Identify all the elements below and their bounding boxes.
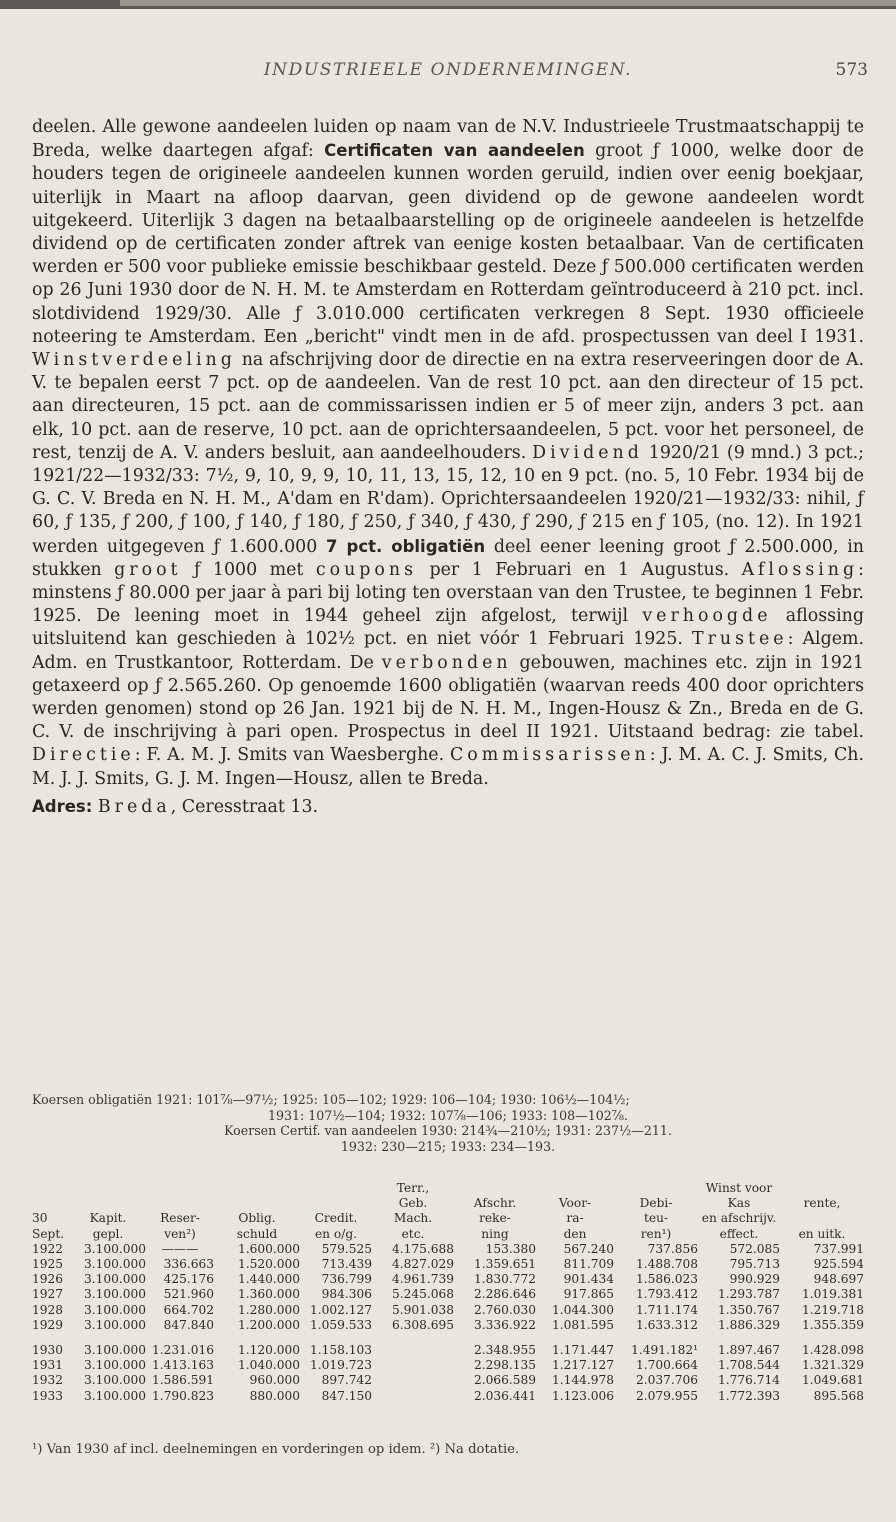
table-cell: 3.100.000 bbox=[83, 1257, 146, 1272]
table-header-cell: en afschrijv. bbox=[701, 1211, 777, 1226]
table-row bbox=[32, 1318, 864, 1333]
table-header-cell bbox=[70, 1196, 146, 1211]
table-header-cell: en o/g. bbox=[314, 1226, 358, 1241]
table-cell: ——— bbox=[161, 1241, 199, 1256]
table-header-cell: Credit. bbox=[314, 1211, 358, 1226]
table-cell: 1.293.787 bbox=[717, 1287, 780, 1302]
table-cell: 2.348.955 bbox=[473, 1343, 536, 1358]
main-paragraph: deelen. Alle gewone aandeelen luiden op naam van de N.V. Industrieele Trustmaatschappij te Breda, welke daartegen afgaf: Certificaten van aandeelen groot ƒ 1000, welke door de houders tegen de origineele aandeelen kunnen worden geruild, indien over eenig boekjaar, uiterlijk in Maart na afloop daarvan, geen dividend op de gewone aandeelen wordt uitgekeerd. Uiterlijk 3 dagen na betaalbaarstelling op de origineele aandeelen is hetzelfde dividend op de certificaten zonder aftrek van eenige kosten betaalbaar. Van de certificaten werden er 500 voor publieke emissie beschikbaar gesteld. Deze ƒ 500.000 certificaten werden op 26 Juni 1930 door de N. H. M. te Amsterdam en Rotterdam geïntroduceerd à 210 pct. incl. slotdividend 1929/30. Alle ƒ 3.010.000 certificaten verkregen 8 Sept. 1930 officieele noteering te Amsterdam. Een „bericht" vindt men in de afd. prospectussen van deel I 1931. Winstverdeeling na afschrijving door de directie en na extra reserveeringen door de A. V. te bepalen eerst 7 pct. op de aandeelen. Van de rest 10 pct. aan den directeur of 15 pct. aan directeuren, 15 pct. aan de commissarissen indien er 5 of meer zijn, anders 3 pct. aan elk, 10 pct. aan de reserve, 10 pct. aan de oprichtersaandeelen, 5 pct. voor het personeel, de rest, tenzij de A. V. anders besluit, aan aandeelhouders. Dividend 1920/21 (9 mnd.) 3 pct.; 1921/22—1932/33: 7½, 9, 10, 9, 9, 10, 11, 13, 15, 12, 10 en 9 pct. (no. 5, 10 Febr. 1934 bij de G. C. V. Breda en N. H. M., A'dam en R'dam). Oprichtersaandeelen 1920/21—1932/33: nihil, ƒ 60, ƒ 135, ƒ 200, ƒ 100, ƒ 140, ƒ 180, ƒ 250, ƒ 340, ƒ 430, ƒ 290, ƒ 215 en ƒ 105, (no. 12). In 1921 werden uitgegeven ƒ 1.600.000 7 pct. obligatiën deel eener leening groot ƒ 2.500.000, in stukken groot ƒ 1000 met coupons per 1 Februari en 1 Augustus. Aflossing: minstens ƒ 80.000 per jaar à pari bij loting ten overstaan van den Trustee, te beginnen 1 Febr. 1925. De leening moet in 1944 geheel zijn afgelost, terwijl verhoogde aflossing uitsluitend kan geschieden à 102½ pct. en niet vóór 1 Februari 1925. Trustee: Algem. Adm. en Trustkantoor, Rotterdam. De verbonden gebouwen, machines etc. zijn in 1921 getaxeerd op ƒ 2.565.260. Op genoemde 1600 obligatiën (waarvan reeds 400 door oprichters werden genomen) stond op 26 Jan. 1921 bij de N. H. M., Ingen-Housz & Zn., Breda en de G. C. V. de inschrijving à pari open. Prospectus in deel II 1921. Uitstaand bedrag: zie tabel. Directie: F. A. M. J. Smits van Waesberghe. Commissarissen: J. M. A. C. J. Smits, Ch. M. J. J. Smits, G. J. M. Ingen—Housz, allen te Breda. bbox=[32, 117, 865, 789]
price-quotes bbox=[32, 1092, 864, 1154]
table-cell: 811.709 bbox=[563, 1257, 614, 1272]
table-row bbox=[32, 1373, 864, 1388]
table-row-year: 1930 bbox=[32, 1343, 64, 1358]
table-cell: 6.308.695 bbox=[391, 1317, 454, 1332]
table-row bbox=[32, 1257, 864, 1272]
quotes-certificates-line2: 1932: 230—215; 1933: 234—193. bbox=[340, 1138, 556, 1154]
term-verhoogde: verhoogde bbox=[642, 606, 772, 627]
table-cell: 3.100.000 bbox=[83, 1358, 146, 1373]
table-header-row bbox=[32, 1227, 864, 1242]
table-cell: 2.298.135 bbox=[473, 1358, 536, 1373]
term-verbonden: verbonden bbox=[381, 652, 512, 673]
table-cell: 1.488.708 bbox=[635, 1257, 698, 1272]
table-header-cell bbox=[146, 1181, 214, 1196]
table-header-cell: den bbox=[563, 1226, 587, 1241]
table-cell: 925.594 bbox=[813, 1257, 864, 1272]
table-cell: 1.886.329 bbox=[717, 1317, 780, 1332]
table-header-cell: Kapit. bbox=[89, 1211, 127, 1226]
table-cell bbox=[372, 1389, 454, 1404]
table-cell: 1.355.359 bbox=[801, 1317, 864, 1332]
table-cell: 1.144.978 bbox=[551, 1373, 614, 1388]
table-cell: 1.586.023 bbox=[635, 1272, 698, 1287]
table-row bbox=[32, 1358, 864, 1373]
table-header-cell: Voor- bbox=[558, 1196, 592, 1211]
table-row-year: 1931 bbox=[32, 1358, 64, 1373]
table-row-year: 1928 bbox=[32, 1302, 64, 1317]
table-cell: 3.100.000 bbox=[83, 1287, 146, 1302]
table-header-cell: reke- bbox=[479, 1211, 511, 1226]
table-cell: 567.240 bbox=[563, 1241, 614, 1256]
table-header-row bbox=[32, 1196, 864, 1211]
table-cell: 1.711.174 bbox=[635, 1302, 698, 1317]
quotes-obligations-line2: 1931: 107½—104; 1932: 107⅞—106; 1933: 108—102⅞. bbox=[267, 1107, 628, 1123]
table-cell: 1.158.103 bbox=[309, 1343, 372, 1358]
table-cell: 1.123.006 bbox=[551, 1388, 614, 1403]
table-header-cell bbox=[300, 1196, 372, 1211]
table-header-cell: rente, bbox=[803, 1196, 841, 1211]
table-cell: 1.350.767 bbox=[717, 1302, 780, 1317]
table-header-cell: Afschr. bbox=[473, 1196, 517, 1211]
table-header-cell: teu- bbox=[643, 1211, 669, 1226]
table-cell: 3.100.000 bbox=[83, 1343, 146, 1358]
table-row bbox=[32, 1287, 864, 1302]
table-header-cell: ra- bbox=[566, 1211, 584, 1226]
table-header-cell: gepl. bbox=[92, 1226, 124, 1241]
term-dividend: Dividend bbox=[532, 442, 643, 463]
table-cell: 2.037.706 bbox=[635, 1373, 698, 1388]
table-cell: 1.049.681 bbox=[801, 1373, 864, 1388]
term-winstverdeeling: Winstverdeeling bbox=[32, 350, 236, 371]
table-cell: 2.286.646 bbox=[473, 1287, 536, 1302]
table-cell: 664.702 bbox=[163, 1302, 214, 1317]
table-cell: 1.793.412 bbox=[635, 1287, 698, 1302]
table-header-cell: Sept. bbox=[32, 1226, 65, 1241]
table-cell: 1.586.591 bbox=[151, 1373, 214, 1388]
table-row bbox=[32, 1343, 864, 1358]
table-cell: 2.079.955 bbox=[635, 1388, 698, 1403]
table-header-cell: Kas bbox=[727, 1196, 751, 1211]
table-cell: 1.019.381 bbox=[801, 1287, 864, 1302]
table-cell: 1.600.000 bbox=[237, 1241, 300, 1256]
table-cell: 737.856 bbox=[647, 1241, 698, 1256]
table-cell: 1.413.163 bbox=[151, 1358, 214, 1373]
table-cell bbox=[372, 1373, 454, 1388]
table-cell: 4.175.688 bbox=[391, 1241, 454, 1256]
table-cell: 960.000 bbox=[249, 1373, 300, 1388]
table-cell: 4.827.029 bbox=[391, 1257, 454, 1272]
table-cell: 736.799 bbox=[321, 1272, 372, 1287]
table-header-cell bbox=[536, 1181, 614, 1196]
table-cell: 4.961.739 bbox=[391, 1272, 454, 1287]
table-cell: 847.840 bbox=[163, 1317, 214, 1332]
table-header-cell: schuld bbox=[236, 1226, 278, 1241]
table-cell: 2.066.589 bbox=[473, 1373, 536, 1388]
table-cell: 2.036.441 bbox=[473, 1388, 536, 1403]
term-coupons: coupons bbox=[315, 559, 418, 580]
table-cell: 5.245.068 bbox=[391, 1287, 454, 1302]
term-aflossing: Aflossing bbox=[741, 559, 859, 580]
table-cell: 3.100.000 bbox=[83, 1317, 146, 1332]
table-row-year: 1925 bbox=[32, 1257, 64, 1272]
table-cell: 1.019.723 bbox=[309, 1358, 372, 1373]
table-header bbox=[32, 1181, 864, 1242]
table-header-cell bbox=[454, 1181, 536, 1196]
table-header-cell: ning bbox=[481, 1226, 509, 1241]
term-groot: groot bbox=[114, 559, 182, 580]
table-row bbox=[32, 1272, 864, 1287]
table-cell: 1.790.823 bbox=[151, 1388, 214, 1403]
table-header-cell: etc. bbox=[401, 1226, 425, 1241]
table-cell: 990.929 bbox=[729, 1272, 780, 1287]
table-header-cell: Mach. bbox=[393, 1211, 433, 1226]
table-header-cell bbox=[32, 1181, 70, 1196]
table-cell: 572.085 bbox=[729, 1241, 780, 1256]
quotes-obligations-line1: Koersen obligatiën 1921: 101⅞—97½; 1925: 105—102; 1929: 106—104; 1930: 106½—104½; bbox=[32, 1092, 630, 1107]
table-cell: 795.713 bbox=[729, 1257, 780, 1272]
table-header-cell bbox=[214, 1181, 300, 1196]
page-number: 573 bbox=[835, 60, 868, 80]
table-cell bbox=[372, 1358, 454, 1373]
table-header-cell bbox=[214, 1196, 300, 1211]
table-cell: 1.440.000 bbox=[237, 1272, 300, 1287]
term-commissarissen: Commissarissen bbox=[449, 745, 650, 766]
table-cell: 1.044.300 bbox=[551, 1302, 614, 1317]
table-cell: 984.306 bbox=[321, 1287, 372, 1302]
table-cell: 3.100.000 bbox=[83, 1302, 146, 1317]
page-scan-edge-light bbox=[120, 0, 896, 6]
table-cell: 1.633.312 bbox=[635, 1317, 698, 1332]
address-line bbox=[32, 795, 864, 819]
table-cell: 1.200.000 bbox=[237, 1317, 300, 1332]
table-cell: 1.708.544 bbox=[717, 1358, 780, 1373]
table-cell: 880.000 bbox=[249, 1388, 300, 1403]
table-cell: 1.231.016 bbox=[151, 1343, 214, 1358]
table-cell: 713.439 bbox=[321, 1257, 372, 1272]
table-cell: 1.081.595 bbox=[551, 1317, 614, 1332]
table-cell: 579.525 bbox=[321, 1241, 372, 1256]
term-trustee: Trustee bbox=[691, 629, 788, 650]
table-spacer bbox=[32, 1333, 864, 1343]
table-cell: 1.772.393 bbox=[717, 1388, 780, 1403]
financial-table bbox=[32, 1181, 864, 1404]
table-cell: 336.663 bbox=[163, 1257, 214, 1272]
table-cell: 1.059.533 bbox=[309, 1317, 372, 1332]
table-cell: 847.150 bbox=[321, 1388, 372, 1403]
table-cell: 1.830.772 bbox=[473, 1272, 536, 1287]
table-cell: 1.120.000 bbox=[237, 1343, 300, 1358]
table-cell: 153.380 bbox=[485, 1241, 536, 1256]
table-cell: 1.520.000 bbox=[237, 1257, 300, 1272]
table-cell: 2.760.030 bbox=[473, 1302, 536, 1317]
table-cell: 1.359.651 bbox=[473, 1257, 536, 1272]
table-header-row bbox=[32, 1211, 864, 1226]
table-header-cell bbox=[32, 1196, 70, 1211]
table-header-cell: Debi- bbox=[639, 1196, 673, 1211]
table-header-cell: Geb. bbox=[398, 1196, 428, 1211]
table-cell: 3.336.922 bbox=[473, 1317, 536, 1332]
table-header-cell: ren¹) bbox=[640, 1226, 672, 1241]
table-row-year: 1927 bbox=[32, 1287, 64, 1302]
quotes-certificates-line1: Koersen Certif. van aandeelen 1930: 214¾—210½; 1931: 237½—211. bbox=[224, 1123, 672, 1139]
table-header-cell bbox=[614, 1181, 698, 1196]
table-header-cell: Winst voor bbox=[705, 1181, 773, 1195]
address-city: Breda bbox=[97, 796, 171, 817]
table-cell: 737.991 bbox=[813, 1241, 864, 1256]
table-header-cell bbox=[780, 1211, 864, 1226]
table-cell: 1.171.447 bbox=[551, 1343, 614, 1358]
table-row-year: 1933 bbox=[32, 1388, 64, 1403]
table-row bbox=[32, 1303, 864, 1318]
table-cell: 3.100.000 bbox=[83, 1373, 146, 1388]
table-cell bbox=[372, 1343, 454, 1358]
running-title: INDUSTRIEELE ONDERNEMINGEN. bbox=[263, 60, 633, 80]
table-header-cell: ven²) bbox=[164, 1226, 196, 1241]
table-header-cell bbox=[300, 1181, 372, 1196]
table-cell: 1.700.664 bbox=[635, 1358, 698, 1373]
table-header-cell bbox=[780, 1181, 864, 1196]
table-cell: 1.217.127 bbox=[551, 1358, 614, 1373]
table-header-row bbox=[32, 1181, 864, 1196]
table-header-cell: en uitk. bbox=[798, 1226, 846, 1241]
table-header-cell: Terr., bbox=[396, 1181, 430, 1195]
table-cell: 1.897.467 bbox=[717, 1343, 780, 1358]
table-cell: 521.960 bbox=[163, 1287, 214, 1302]
table-cell: 1.321.329 bbox=[801, 1358, 864, 1373]
term-directie: Directie bbox=[32, 745, 135, 766]
table-cell: 1.776.714 bbox=[717, 1373, 780, 1388]
table-cell: 1.040.000 bbox=[237, 1358, 300, 1373]
body-text bbox=[32, 116, 864, 819]
table-row-year: 1922 bbox=[32, 1241, 64, 1256]
table-header-cell bbox=[146, 1196, 214, 1211]
table-cell: 917.865 bbox=[563, 1287, 614, 1302]
table-cell: 1.491.182¹ bbox=[631, 1343, 698, 1358]
table-cell: 1.219.718 bbox=[801, 1302, 864, 1317]
address-street: , Ceresstraat 13. bbox=[170, 796, 319, 817]
page-header bbox=[0, 60, 896, 84]
table-body bbox=[32, 1242, 864, 1404]
table-cell: 1.428.098 bbox=[801, 1343, 864, 1358]
table-row bbox=[32, 1242, 864, 1257]
table-cell: 1.360.000 bbox=[237, 1287, 300, 1302]
table-cell: 3.100.000 bbox=[83, 1388, 146, 1403]
table-cell: 895.568 bbox=[813, 1388, 864, 1403]
table-cell: 425.176 bbox=[163, 1272, 214, 1287]
table-cell: 901.434 bbox=[563, 1272, 614, 1287]
table-cell: 897.742 bbox=[321, 1373, 372, 1388]
table-cell: 5.901.038 bbox=[391, 1302, 454, 1317]
footnote: ¹) Van 1930 af incl. deelnemingen en vorderingen op idem. ²) Na dotatie. bbox=[32, 1442, 520, 1457]
table-header-cell: Reser- bbox=[160, 1211, 200, 1226]
table-header-cell: 30 bbox=[32, 1211, 48, 1226]
table-header-cell: Oblig. bbox=[238, 1211, 276, 1226]
address-label: Adres: bbox=[32, 796, 93, 816]
table-cell: 3.100.000 bbox=[83, 1241, 146, 1256]
term-certificaten: Certificaten van aandeelen bbox=[324, 141, 585, 161]
table-cell: 948.697 bbox=[813, 1272, 864, 1287]
table-cell: 1.280.000 bbox=[237, 1302, 300, 1317]
table-row-year: 1926 bbox=[32, 1272, 64, 1287]
table-row bbox=[32, 1389, 864, 1404]
term-obligatien: 7 pct. obligatiën bbox=[326, 536, 486, 556]
table-row-year: 1929 bbox=[32, 1317, 64, 1332]
table-row-year: 1932 bbox=[32, 1373, 64, 1388]
table-cell: 3.100.000 bbox=[83, 1272, 146, 1287]
financial-table-grid bbox=[32, 1181, 864, 1404]
table-cell: 1.002.127 bbox=[309, 1302, 372, 1317]
table-header-cell bbox=[70, 1181, 146, 1196]
table-header-cell: effect. bbox=[719, 1226, 759, 1241]
